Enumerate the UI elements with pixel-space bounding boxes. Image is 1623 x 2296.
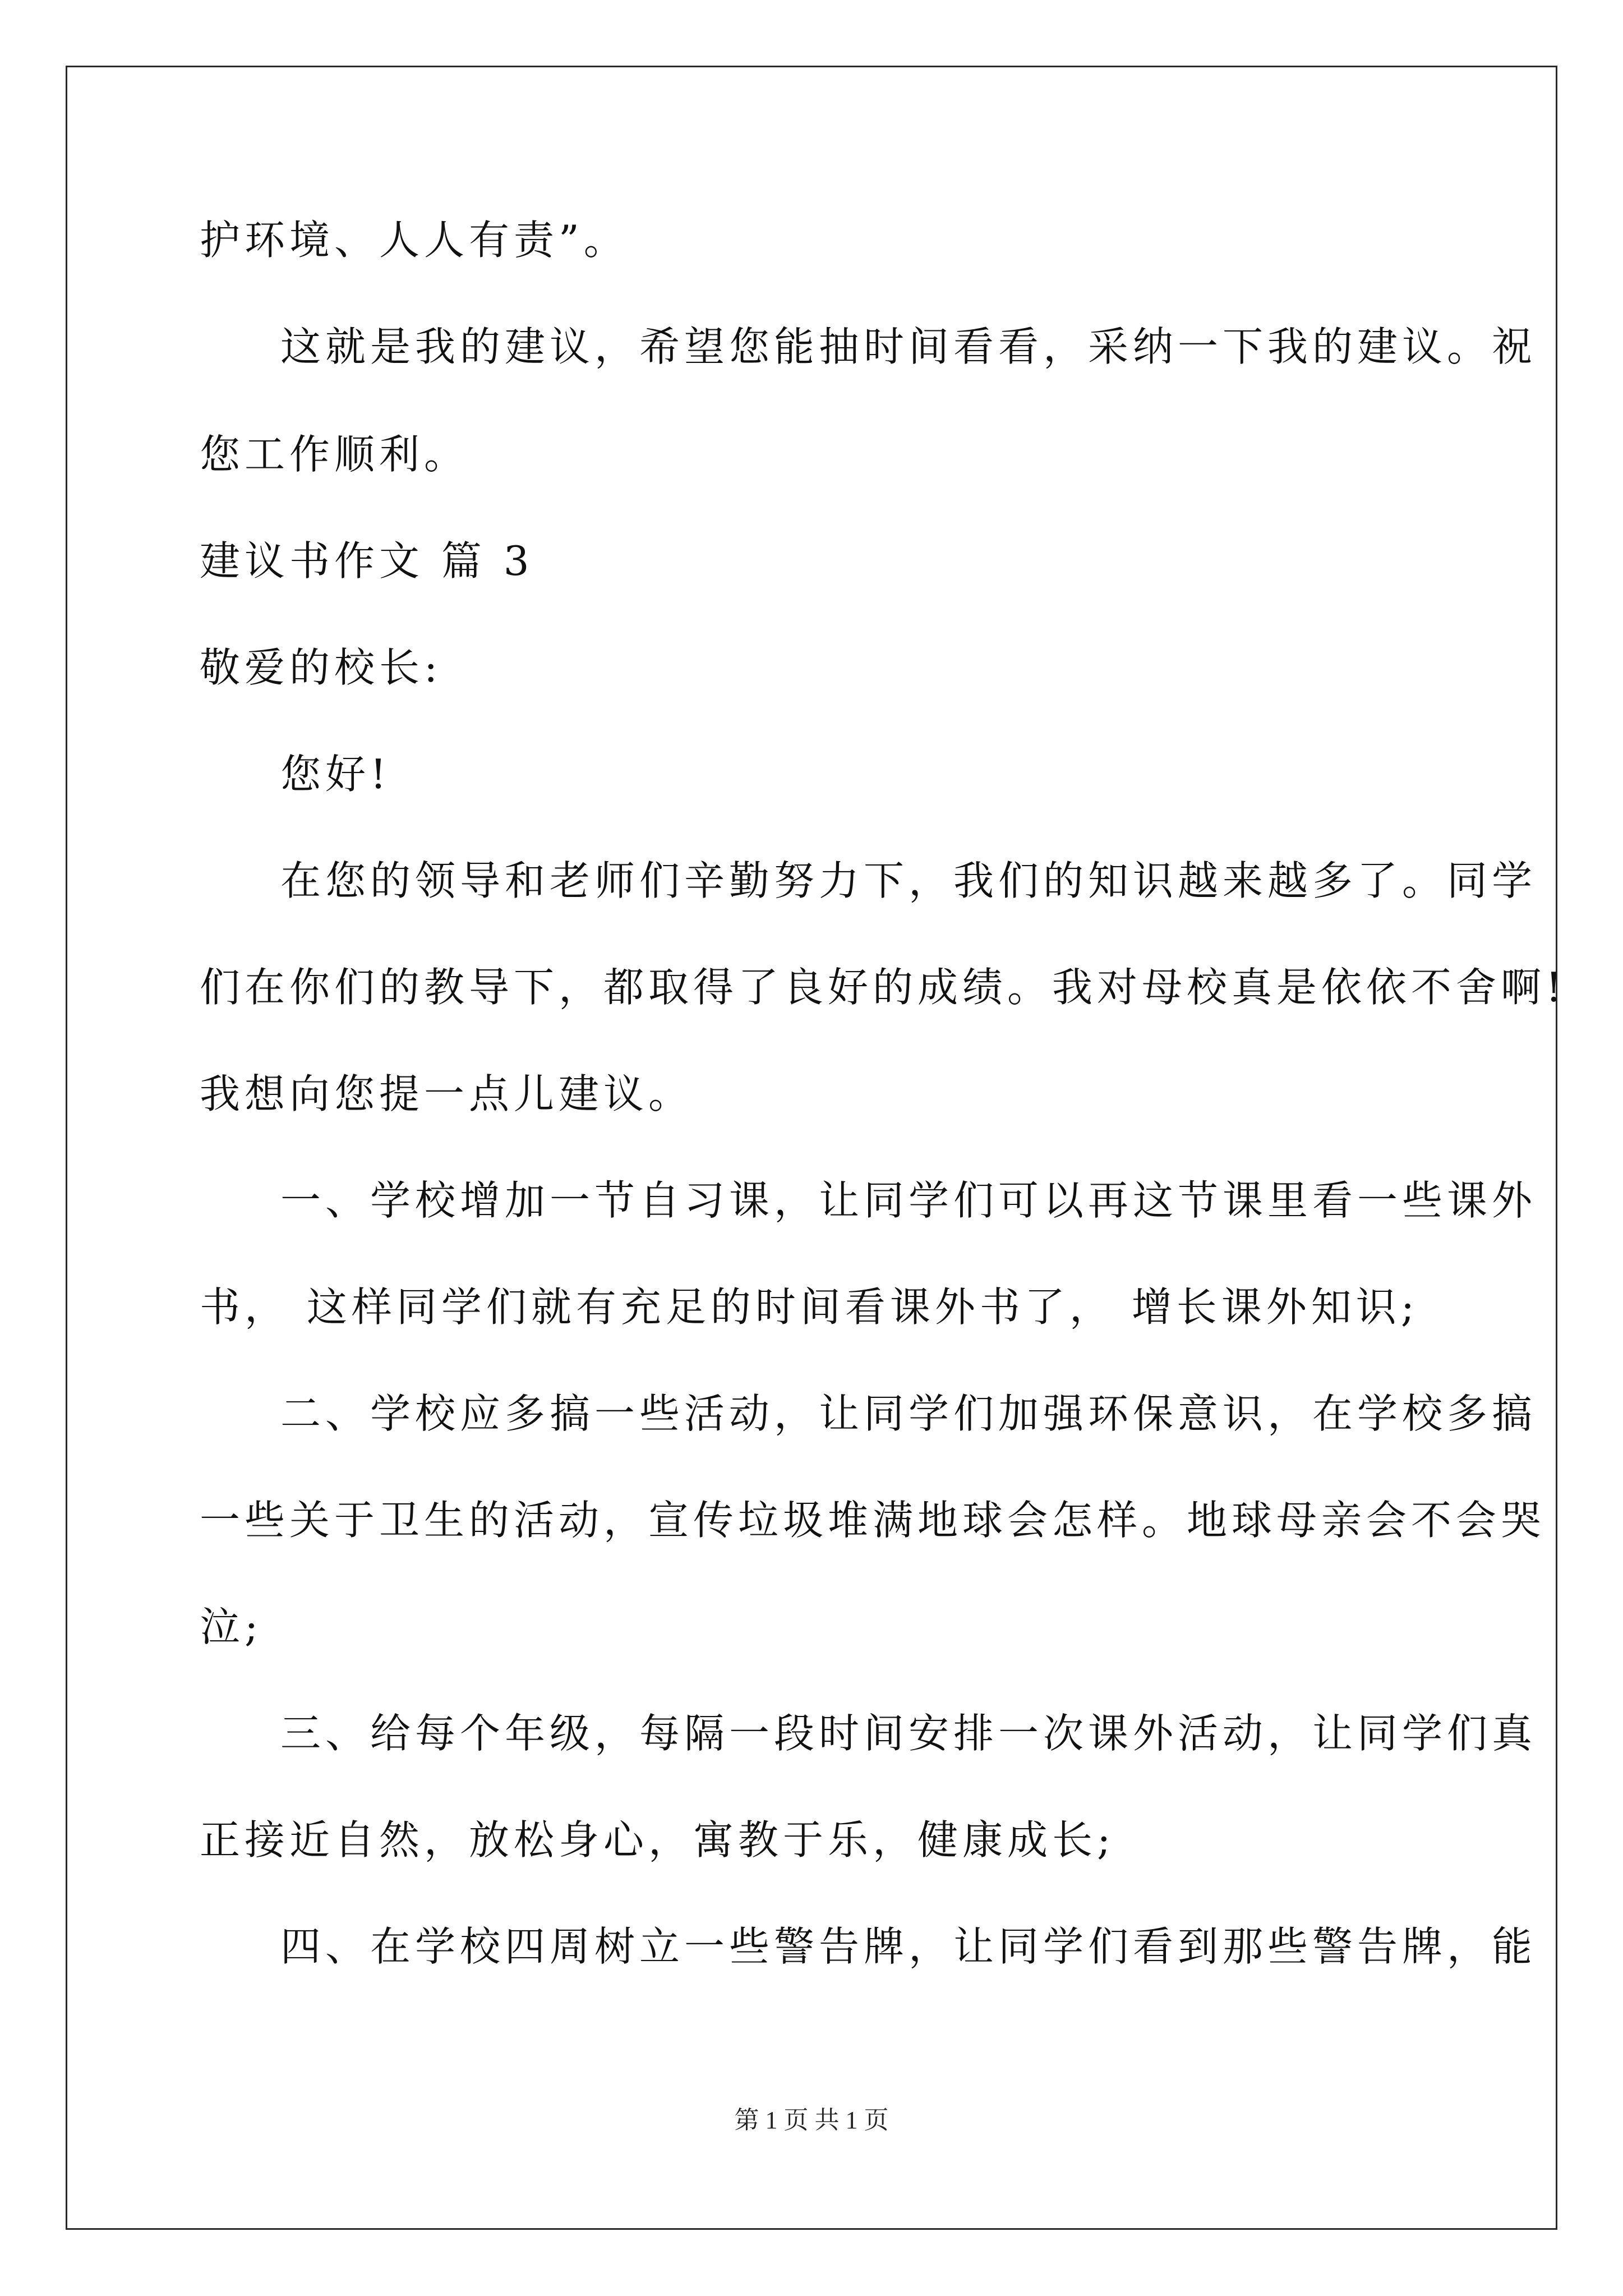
- page-border: [66, 66, 1557, 2230]
- text-line: 书， 这样同学们就有充足的时间看课外书了， 增长课外知识;: [200, 1283, 1419, 1331]
- text-line: 泣;: [200, 1603, 263, 1650]
- text-line: 我想向您提一点儿建议。: [200, 1070, 694, 1117]
- salutation: 敬爱的校长:: [200, 644, 442, 691]
- page-number-footer: 第 1 页 共 1 页: [734, 2106, 889, 2134]
- greeting: 您好!: [280, 751, 391, 798]
- list-item-line: 四、在学校四周树立一些警告牌，让同学们看到那些警告牌，能: [280, 1923, 1537, 1970]
- list-item-line: 三、给每个年级，每隔一段时间安排一次课外活动，让同学们真: [280, 1710, 1537, 1757]
- text-line: 一些关于卫生的活动，宣传垃圾堆满地球会怎样。地球母亲会不会哭: [200, 1497, 1546, 1544]
- section-heading: 建议书作文 篇 3: [200, 537, 534, 585]
- paragraph-line: 这就是我的建议，希望您能抽时间看看，采纳一下我的建议。祝: [280, 323, 1537, 370]
- paragraph-line: 在您的领导和老师们辛勤努力下，我们的知识越来越多了。同学: [280, 857, 1537, 904]
- text-line: 护环境、人人有责”。: [200, 217, 629, 264]
- list-item-line: 二、学校应多搞一些活动，让同学们加强环保意识，在学校多搞: [280, 1390, 1537, 1437]
- text-line: 您工作顺利。: [200, 431, 469, 478]
- text-line: 们在你们的教导下，都取得了良好的成绩。我对母校真是依依不舍啊!: [200, 964, 1566, 1011]
- list-item-line: 一、学校增加一节自习课，让同学们可以再这节课里看一些课外: [280, 1177, 1537, 1224]
- text-line: 正接近自然，放松身心，寓教于乐，健康成长;: [200, 1816, 1115, 1864]
